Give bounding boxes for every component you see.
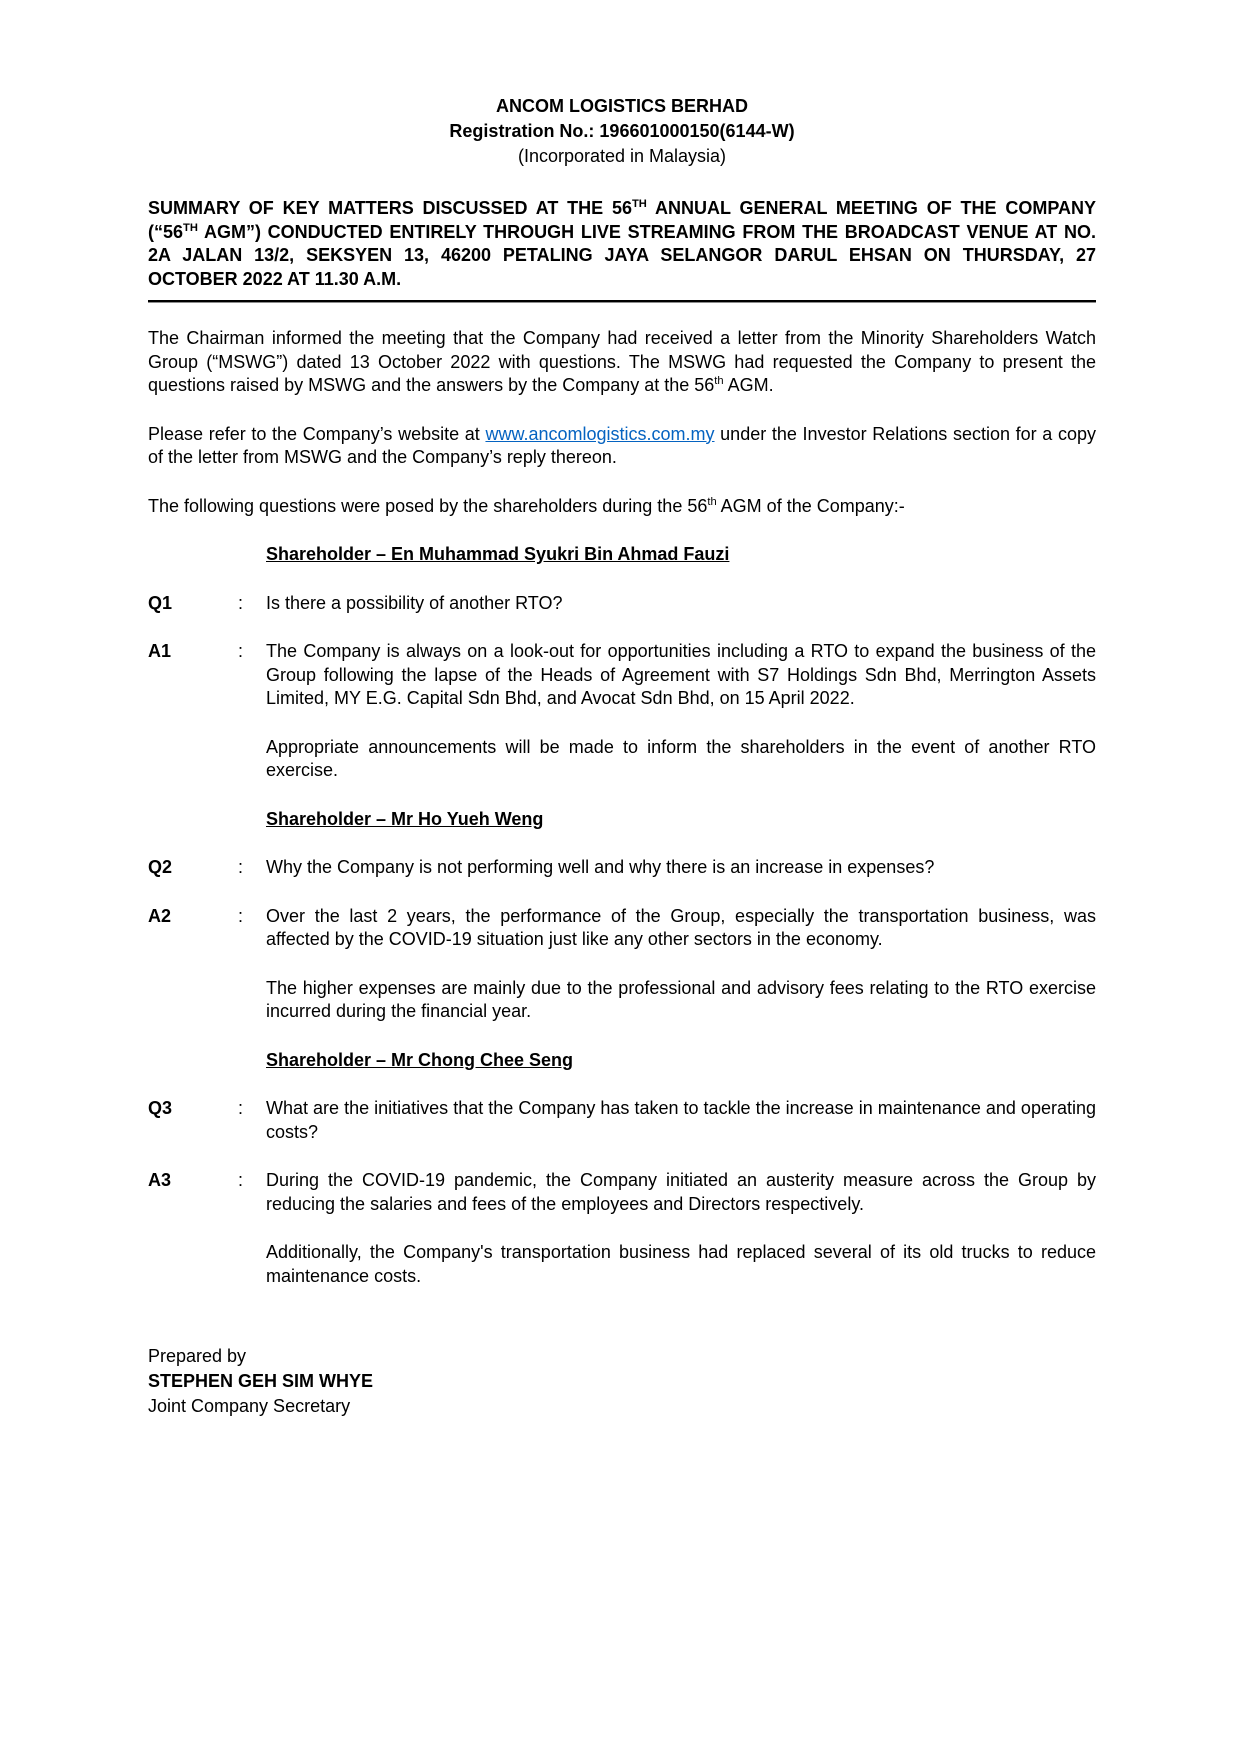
- qa-colon: :: [238, 1170, 244, 1190]
- prepared-by-label: Prepared by: [148, 1346, 247, 1366]
- intro-2-text-1: Please refer to the Company’s website at: [148, 423, 486, 444]
- question-text: [266, 592, 1096, 616]
- website-link[interactable]: www.ancomlogistics.com.my: [485, 423, 715, 444]
- qa-item-a1: [148, 640, 1096, 783]
- qa-item-a2: [148, 905, 1096, 1024]
- question-text: [266, 856, 1096, 880]
- document-footer: [148, 1344, 1096, 1419]
- shareholder-heading-1: Shareholder – En Muhammad Syukri Bin Ahmad Fauzi: [266, 544, 730, 564]
- qa-item-a3: [148, 1169, 1096, 1288]
- intro-paragraph-3: [148, 495, 1096, 519]
- answer-label: A1: [148, 641, 172, 661]
- qa-item-q3: [148, 1097, 1096, 1144]
- intro-paragraph-2: [148, 423, 1096, 470]
- intro-3-text-1: The following questions were posed by the shareholders during the 56: [148, 495, 708, 516]
- answer-text: [266, 1169, 1096, 1288]
- qa-paragraph: Over the last 2 years, the performance of the Group, especially the transportation business, was affected by the COVID-19 situation just like any other sectors in the economy.: [266, 905, 1096, 949]
- subject-text-1: SUMMARY OF KEY MATTERS DISCUSSED AT THE 56: [148, 198, 632, 218]
- qa-paragraph: The Company is always on a look-out for opportunities including a RTO to expand the business of the Group following the lapse of the Heads of Agreement with S7 Holdings Sdn Bhd, Merrington Assets Limited, MY E.G. Capital Sdn Bhd, and Avocat Sdn Bhd, on 15 April 2022.: [266, 641, 1096, 708]
- subject-superscript-2: TH: [183, 221, 198, 234]
- qa-paragraph: Is there a possibility of another RTO?: [266, 592, 563, 613]
- qa-item-q1: [148, 592, 1096, 616]
- company-name: ANCOM LOGISTICS BERHAD: [496, 96, 748, 116]
- registration-number: Registration No.: 196601000150(6144-W): [449, 121, 795, 141]
- answer-text: [266, 640, 1096, 783]
- subject-text-3: AGM”) CONDUCTED ENTIRELY THROUGH LIVE STREAMING FROM THE BROADCAST VENUE AT NO. 2A JALAN 13/2, SEKSYEN 13, 46200 PETALING JAYA SELANGOR DARUL EHSAN ON THURSDAY, 27 OCTOBER 2022 AT 11.30 A.M.: [148, 221, 1096, 289]
- answer-text: [266, 905, 1096, 1024]
- qa-paragraph: Appropriate announcements will be made to inform the shareholders in the event of another RTO exercise.: [266, 736, 1096, 780]
- intro-1-superscript: th: [714, 375, 724, 387]
- question-label: Q1: [148, 592, 173, 613]
- question-text: [266, 1097, 1096, 1144]
- shareholder-heading-2: Shareholder – Mr Ho Yueh Weng: [266, 808, 544, 829]
- secretary-title: Joint Company Secretary: [148, 1396, 351, 1416]
- subject-text-2: ANNUAL GENERAL MEETING OF THE COMPANY (“56: [148, 198, 1096, 242]
- subject-heading: [148, 197, 1096, 302]
- qa-item-q2: [148, 856, 1096, 880]
- qa-paragraph: The higher expenses are mainly due to the professional and advisory fees relating to the RTO exercise incurred during the financial year.: [266, 977, 1096, 1021]
- question-label: Q2: [148, 857, 173, 877]
- incorporated-note: (Incorporated in Malaysia): [517, 146, 727, 166]
- qa-paragraph: Additionally, the Company's transportation business had replaced several of its old trucks to reduce maintenance costs.: [266, 1242, 1096, 1286]
- intro-3-text-2: AGM of the Company:-: [716, 495, 905, 516]
- qa-paragraph: What are the initiatives that the Company has taken to tackle the increase in maintenance and operating costs?: [266, 1098, 1096, 1142]
- subject-superscript-1: TH: [631, 198, 647, 210]
- question-label: Q3: [148, 1098, 173, 1118]
- answer-label: A2: [148, 905, 172, 926]
- intro-2-text-2: under the Investor Relations section for a copy of the letter from MSWG and the Company’s reply thereon.: [148, 423, 1096, 467]
- qa-colon: :: [238, 857, 244, 877]
- intro-1-text-1: The Chairman informed the meeting that the Company had received a letter from the Minority Shareholders Watch Group (“MSWG”) dated 13 October 2022 with questions. The MSWG had requested the Company to present the questions raised by MSWG and the answers by the Company at the 56: [148, 328, 1096, 395]
- qa-colon: :: [238, 1098, 244, 1118]
- qa-paragraph: Why the Company is not performing well and why there is an increase in expenses?: [266, 857, 935, 877]
- intro-paragraph-1: [148, 327, 1096, 398]
- qa-colon: :: [238, 905, 244, 926]
- intro-1-text-2: AGM.: [723, 375, 774, 395]
- qa-colon: :: [238, 641, 244, 661]
- shareholder-heading-3: Shareholder – Mr Chong Chee Seng: [266, 1049, 574, 1070]
- secretary-name: STEPHEN GEH SIM WHYE: [148, 1371, 374, 1391]
- qa-colon: :: [238, 592, 244, 613]
- answer-label: A3: [148, 1170, 172, 1190]
- intro-3-superscript: th: [707, 495, 717, 508]
- qa-paragraph: During the COVID-19 pandemic, the Company initiated an austerity measure across the Group by reducing the salaries and fees of the employees and Directors respectively.: [266, 1170, 1096, 1214]
- document-header: [148, 94, 1096, 169]
